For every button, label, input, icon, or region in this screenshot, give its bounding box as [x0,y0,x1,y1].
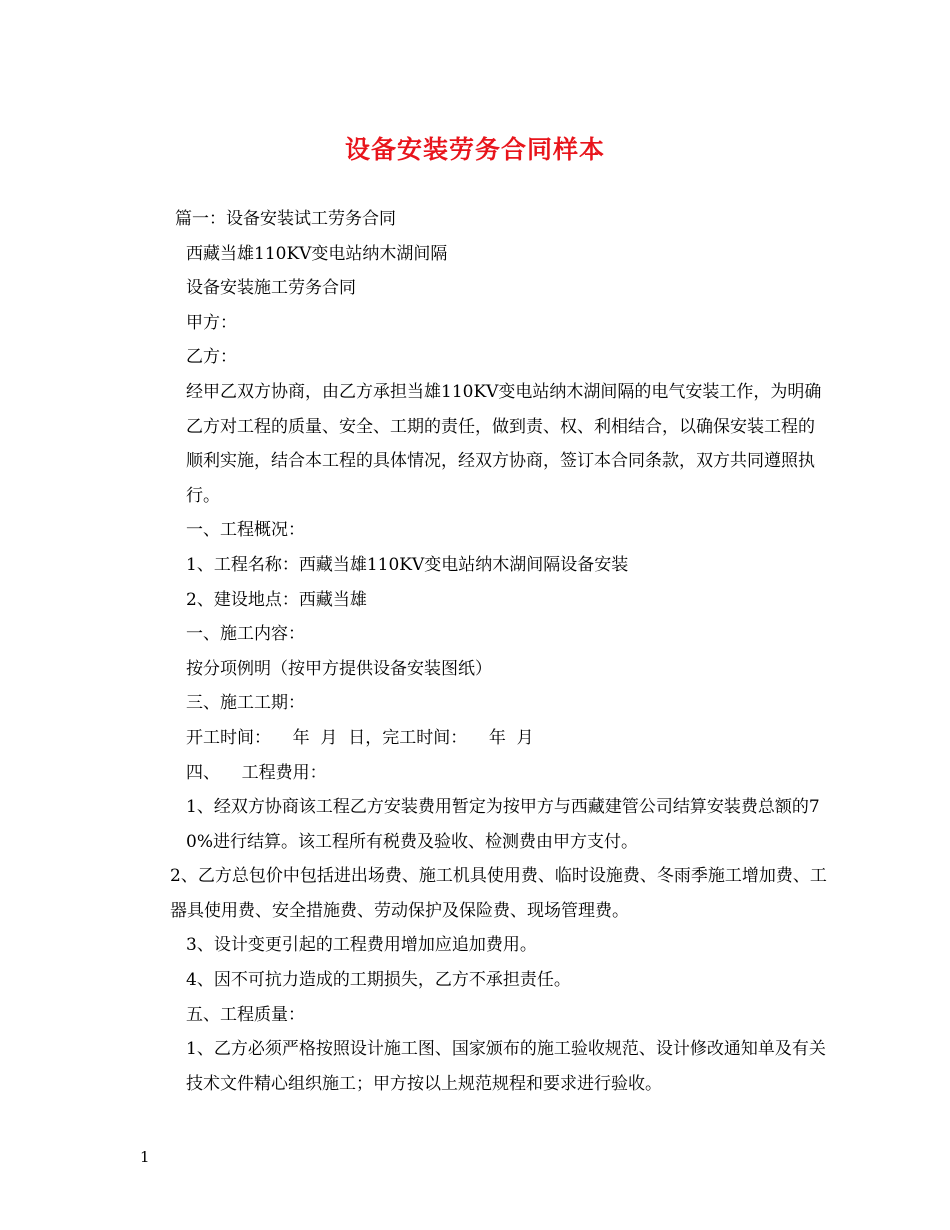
document-body [140,202,830,1101]
page-number: 1 [140,1148,150,1166]
paragraph: 4、因不可抗力造成的工期损失，乙方不承担责任。 [186,970,571,991]
paragraph: 3、设计变更引起的工程费用增加应追加费用。 [186,935,537,956]
paragraph: 西藏当雄110KV变电站纳木湖间隔 [186,243,448,264]
paragraph: 设备安装施工劳务合同 [186,278,356,299]
paragraph: 开工时间： 年 月 日，完工时间： 年 月 [186,727,534,748]
paragraph: 篇一：设备安装试工劳务合同 [175,209,396,229]
document-title: 设备安装劳务合同样本 [344,135,605,164]
paragraph: 乙方： [186,347,237,368]
paragraph: 1、乙方必须严格按照设计施工图、国家颁布的施工验收规范、设计修改通知单及有关技术文件精心组织施工；甲方按以上规范规程和要求进行验收。 [186,1039,826,1094]
paragraph: 一、施工内容： [186,624,305,645]
paragraph: 2、乙方总包价中包括进出场费、施工机具使用费、临时设施费、冬雨季施工增加费、工器具使用费、安全措施费、劳动保护及保险费、现场管理费。 [170,866,827,921]
paragraph: 三、施工工期： [186,693,305,714]
paragraph: 按分项例明（按甲方提供设备安装图纸） [186,658,492,679]
paragraph: 1、工程名称：西藏当雄110KV变电站纳木湖间隔设备安装 [186,554,629,575]
paragraph: 2、建设地点：西藏当雄 [186,589,367,610]
paragraph: 一、工程概况： [186,520,305,541]
paragraph: 经甲乙双方协商，由乙方承担当雄110KV变电站纳木湖间隔的电气安装工作，为明确乙方对工程的质量、安全、工期的责任，做到责、权、利相结合，以确保安装工程的顺利实施，结合本工程的具体情况，经双方协商，签订本合同条款，双方共同遵照执行。 [186,381,822,506]
paragraph: 1、经双方协商该工程乙方安装费用暂定为按甲方与西藏建管公司结算安装费总额的70%进行结算。该工程所有税费及验收、检测费由甲方支付。 [186,797,820,852]
paragraph: 五、工程质量： [186,1004,305,1025]
paragraph: 甲方： [186,312,237,333]
paragraph: 四、 工程费用： [186,762,327,783]
